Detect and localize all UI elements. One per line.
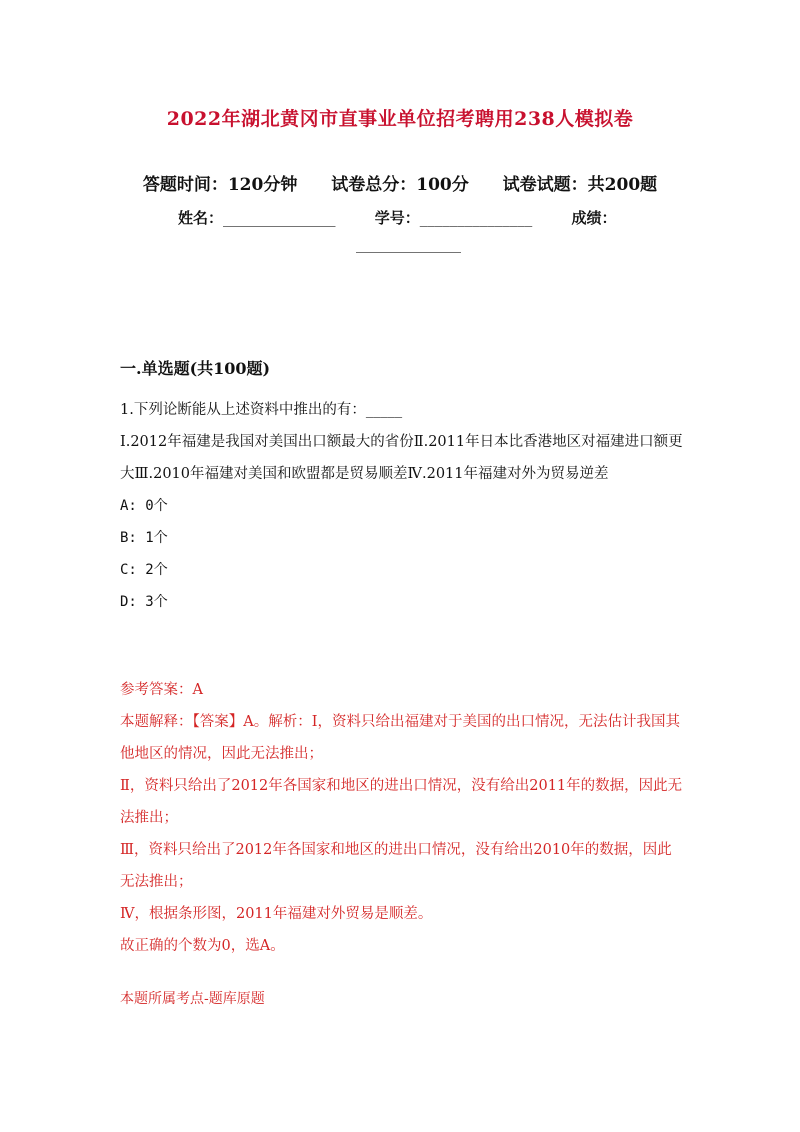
section-heading: 一.单选题(共100题) — [120, 359, 271, 378]
name-field[interactable] — [178, 205, 336, 231]
name-label: 姓名： — [178, 209, 224, 227]
student-fields — [178, 205, 698, 257]
reference-answer: 参考答案：A — [120, 682, 203, 698]
exam-total-score: 试卷总分：100分 — [331, 175, 469, 195]
answer-block — [120, 674, 685, 962]
exam-meta — [0, 170, 800, 195]
topic-note: 本题所属考点-题库原题 — [120, 991, 265, 1007]
explanation-4: Ⅳ，根据条形图，2011年福建对外贸易是顺差。 — [120, 906, 433, 922]
score-label: 成绩： — [571, 209, 617, 227]
explanation-3: Ⅲ，资料只给出了2012年各国家和地区的进出口情况，没有给出2010年的数据，因此无法推出； — [120, 842, 672, 890]
score-field[interactable] — [572, 205, 617, 231]
exam-title: 2022年湖北黄冈市直事业单位招考聘用238人模拟卷 — [166, 108, 634, 130]
explanation-2: Ⅱ，资料只给出了2012年各国家和地区的进出口情况，没有给出2011年的数据，因此无法推出； — [120, 778, 683, 826]
score-blank: ______________ — [356, 235, 461, 253]
explanation-5: 故正确的个数为0，选A。 — [120, 938, 285, 954]
option-d[interactable]: D: 3个 — [120, 594, 168, 610]
exam-question-count: 试卷试题：共200题 — [502, 175, 658, 195]
question-stem: 1.下列论断能从上述资料中推出的有：_____ — [120, 402, 403, 418]
id-blank: _______________ — [419, 209, 533, 227]
explanation-1: 本题解释：【答案】A。解析：Ⅰ，资料只给出福建对于美国的出口情况，无法估计我国其他地区的情况，因此无法推出； — [120, 714, 680, 762]
id-label: 学号： — [374, 209, 420, 227]
option-b[interactable]: B: 1个 — [120, 530, 168, 546]
question-body: Ⅰ.2012年福建是我国对美国出口额最大的省份Ⅱ.2011年日本比香港地区对福建进口额更大Ⅲ.2010年福建对美国和欧盟都是贸易顺差Ⅳ.2011年福建对外为贸易逆差 — [120, 434, 683, 482]
option-c[interactable]: C: 2个 — [120, 562, 168, 578]
name-blank: _______________ — [223, 209, 336, 227]
question-1 — [120, 394, 685, 618]
id-field[interactable] — [375, 205, 533, 231]
exam-time: 答题时间：120分钟 — [142, 175, 298, 195]
option-a[interactable]: A: 0个 — [120, 498, 168, 514]
